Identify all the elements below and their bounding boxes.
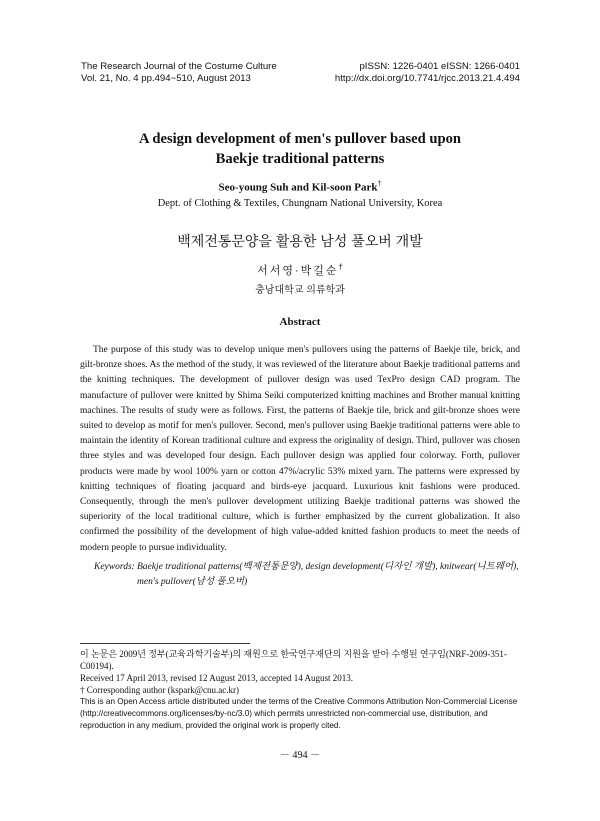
footnotes <box>80 648 521 732</box>
journal-name: The Research Journal of the Costume Culture <box>81 61 277 72</box>
footnote-divider <box>80 643 250 644</box>
korean-authors: 서서영·박길순 <box>257 265 339 277</box>
korean-title: 백제전통문양을 활용한 남성 풀오버 개발 <box>177 233 423 249</box>
keywords-label: Keywords: <box>94 562 135 572</box>
issn-header <box>335 61 520 85</box>
keywords <box>94 560 524 590</box>
abstract-text: The purpose of this study was to develop unique men's pullovers using the patterns of Baekje tile, brick, and gilt-bronze shoes. As the method of the study, it was reviewed of the literature about Baekje traditional patterns and the knitting techniques. The development of pullover design was used TexPro design CAD program. The manufacture of pullover were knitted by Shima Seiki computerized knitting machines and Brother manual knitting machines. The results of study were as follows. First, the patterns of Baekje tile, brick and gilt-bronze shoes were suited to develop as motif for men's pullover. Second, men's pullover using Baekje traditional patterns were able to maintain the identity of Korean traditional culture and express the originality of design. Third, pullover was chosen three styles and was developed four design. Each pullover design was applied four colorway. Forth, pullover products were made by wool 100% yarn or cotton 47%/acrylic 53% mixed yarn. The patterns were expressed by knitting techniques of floating jacquard and birds-eye jacquard. Luxurious knit fashions were produced. Consequently, through the men's pullover development utilizing Baekje traditional patterns was showed the superiority of the local traditional culture, which is further emphasized by the current globalization. It also confirmed the possibility of the development of high value-added knitted fashion products to meet the needs of modern people to pursue individuality. <box>80 345 520 553</box>
funding-note: 이 논문은 2009년 정부(교육과학기술부)의 재원으로 한국연구재단의 지원을 받아 수행된 연구임(NRF-2009-351-C00194). <box>80 649 507 671</box>
corresponding-note <box>80 684 521 696</box>
page-number: － 494 － <box>279 750 321 761</box>
authors: Seo-young Suh and Kil-soon Park <box>218 181 378 194</box>
license-note: This is an Open Access article distributed under the terms of the Creative Commons Attribution Non-Commercial License (http://creativecommons.org/licenses/by-nc/3.0) which permits unrestricted non-commercial use, distribution, and reproduction in any medium, provided the original work is properly cited. <box>80 697 518 730</box>
received-note: Received 17 April 2013, revised 12 August 2013, accepted 14 August 2013. <box>80 673 353 683</box>
author-line <box>0 179 600 194</box>
abstract-heading: Abstract <box>279 316 321 328</box>
doi-link[interactable]: http://dx.doi.org/10.7741/rjcc.2013.21.4.494 <box>334 73 520 84</box>
title-line-1: A design development of men's pullover based upon <box>138 131 462 147</box>
korean-author-line <box>0 262 600 278</box>
journal-header <box>81 61 277 85</box>
dagger-mark: † <box>80 685 85 695</box>
corresponding-author-mark: † <box>377 179 382 188</box>
keywords-text: Baekje traditional patterns(백제전통문양), design development(디자인 개발), knitwear(니트웨어), men's pullover(남성 풀오버) <box>137 562 519 588</box>
korean-affiliation: 충남대학교 의류학과 <box>255 285 345 296</box>
issn-info: pISSN: 1226-0401 eISSN: 1266-0401 <box>359 61 520 72</box>
volume-info: Vol. 21, No. 4 pp.494~510, August 2013 <box>81 73 251 84</box>
paper-title <box>0 129 600 169</box>
title-line-2: Baekje traditional patterns <box>215 151 385 167</box>
affiliation: Dept. of Clothing & Textiles, Chungnam National University, Korea <box>157 198 443 209</box>
korean-author-mark: † <box>338 262 343 272</box>
corresponding-author: Corresponding author (kspark@cnu.ac.kr) <box>84 685 239 695</box>
